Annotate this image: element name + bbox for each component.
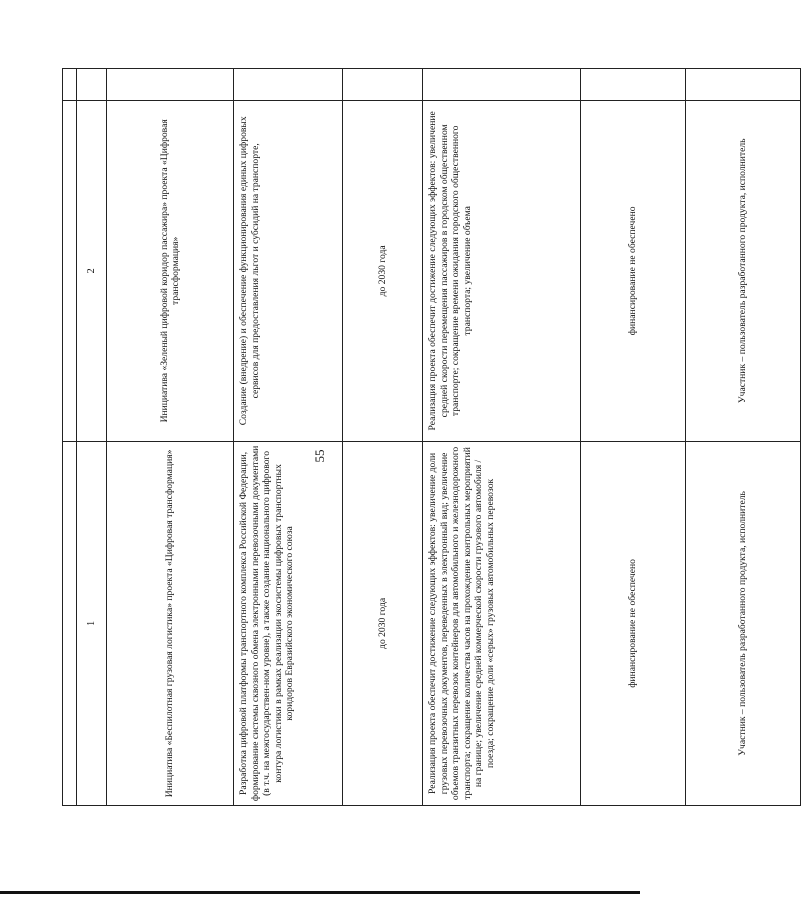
financing-cell: финансирование не обеспечено: [581, 441, 686, 805]
deadline-strip: [343, 69, 423, 806]
effects-cell: Реализация проекта обеспечит достижение следующих эффектов: увеличение средней скорости перемещения пассажиров в городском общественном транспорте; сокращение времени ожидания городского общественного транспорта; увеличение объема: [423, 100, 581, 441]
initiative-cell: Инициатива «Зеленый цифровой коридор пассажира» проекта «Цифровая трансформация»: [107, 100, 234, 441]
empty-cell: [234, 69, 343, 101]
financing-strip: [581, 69, 686, 806]
table-header-row: [63, 69, 77, 806]
row-number: 2: [77, 100, 107, 441]
description-cell: Разработка цифровой платформы транспортного комплекса Российской Федерации, формирование системы сквозного обмена электронными перевозочными документами (в т.ч. на межгосударствен-ном уровне), а также создание национального цифрового контура логистики в рамках реализации экосистемы цифровых транспортных коридоров Евразийского экономического союза: [234, 441, 343, 805]
row-number-strip: [77, 69, 107, 806]
header-cell: [63, 69, 77, 101]
description-strip: [234, 69, 343, 806]
header-cell: [63, 441, 77, 805]
empty-cell: [107, 69, 234, 101]
bottom-rule: [0, 891, 640, 894]
participant-cell: Участник – пользователь разработанного продукта, исполнитель: [686, 441, 801, 805]
participant-strip: [686, 69, 801, 806]
initiative-cell: Инициатива «Беспилотная грузовая логистика» проекта «Цифровая трансформация»: [107, 441, 234, 805]
deadline-cell: до 2030 года: [343, 441, 423, 805]
effects-cell: Реализация проекта обеспечит достижение следующих эффектов: увеличение доли грузовых перевозочных документов, переведенных в электронный вид; увеличение объемов транзитных перевозок контейнеров для автомобильного и железнодорожного транспорта; сокращение количества часов на прохождение контрольных мероприятий на границе; увеличение средней коммерческой скорости грузового автомобиля / поезда; сокращение доли «серых» грузовых автомобильных перевозок: [423, 441, 581, 805]
empty-cell: [581, 69, 686, 101]
empty-cell: [423, 69, 581, 101]
rotated-table-wrapper: [62, 68, 749, 806]
participant-cell: Участник – пользователь разработанного продукта, исполнитель: [686, 100, 801, 441]
empty-cell: [343, 69, 423, 101]
empty-cell: [77, 69, 107, 101]
page-number: 55: [312, 449, 327, 463]
empty-cell: [686, 69, 801, 101]
deadline-cell: до 2030 года: [343, 100, 423, 441]
financing-cell: финансирование не обеспечено: [581, 100, 686, 441]
header-cell: [63, 100, 77, 441]
description-cell: Создание (внедрение) и обеспечение функционирования единых цифровых сервисов для предоставления льгот и субсидий на транспорте,: [234, 100, 343, 441]
effects-strip: [423, 69, 581, 806]
row-number: 1: [77, 441, 107, 805]
initiative-strip: [107, 69, 234, 806]
document-table: [62, 68, 801, 806]
